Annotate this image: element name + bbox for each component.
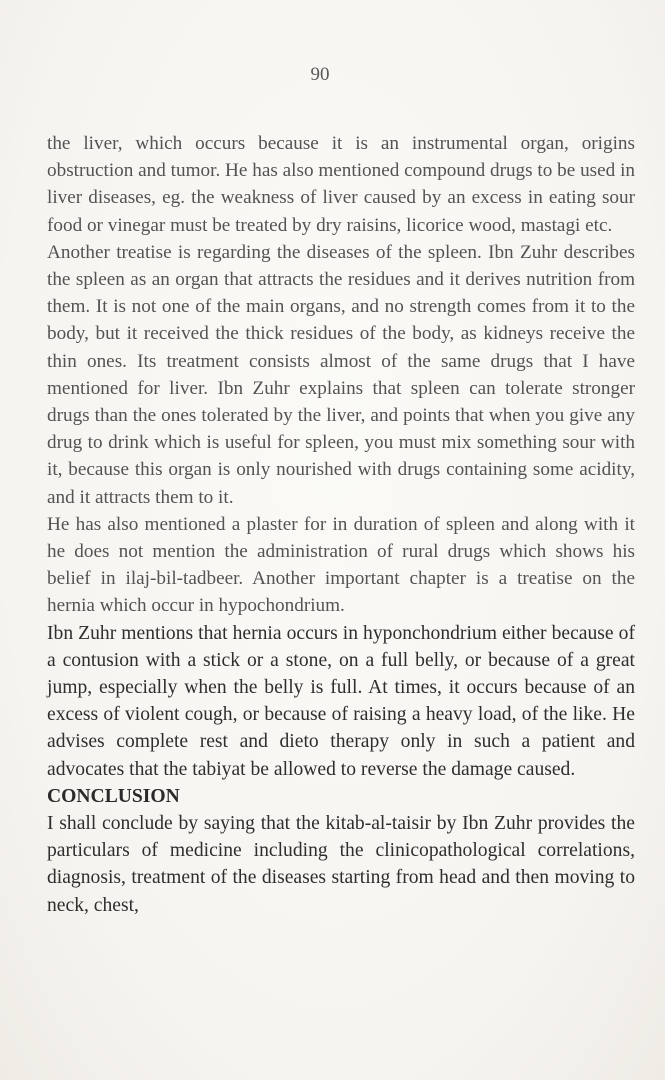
page-number: 90 — [310, 64, 330, 85]
paragraph-liver-treatise: the liver, which occurs because it is an instrumental organ, origins obstruction and tumor. He has also mentioned compound drugs to be used in liver diseases, eg. the weakness of liver caused by an excess in eating sour food or vinegar must be treated by dry raisins, licorice wood, mastagi etc. — [47, 133, 635, 236]
paragraph-spleen-treatise: Another treatise is regarding the diseases of the spleen. Ibn Zuhr describes the spleen as an organ that attracts the residues and it derives nutrition from them. It is not one of the main organs, and no strength comes from it to the body, but it received the thick residues of the body, as kidneys receive the thin ones. Its treatment consists almost of the same drugs that I have mentioned for liver. Ibn Zuhr explains that spleen can tolerate stronger drugs than the ones tolerated by the liver, and points that when you give any drug to drink which is useful for spleen, you must mix something sour with it, because this organ is only nourished with drugs containing some acidity, and it attracts them to it. — [47, 241, 635, 508]
paragraph-plaster-and-hernia: He has also mentioned a plaster for in duration of spleen and along with it he does not mention the administration of rural drugs which shows his belief in ilaj-bil-tadbeer. Another important chapter is a treatise on the hernia which occur in hypochondrium. — [47, 513, 635, 617]
body-text — [47, 130, 635, 919]
conclusion-heading: CONCLUSION — [47, 785, 180, 807]
conclusion-paragraph: I shall conclude by saying that the kitab-al-taisir by Ibn Zuhr provides the particulars of medicine including the clinicopathological correlations, diagnosis, treatment of the diseases starting from head and then moving to neck, chest, — [47, 813, 635, 916]
paragraph-hernia-causes: Ibn Zuhr mentions that hernia occurs in hyponchondrium either because of a contusion with a stick or a stone, on a full belly, or because of a great jump, especially when the belly is full. At times, it occurs because of an excess of violent cough, or because of raising a heavy load, of the like. He advises complete rest and dieto therapy only in such a patient and advocates that the tabiyat be allowed to reverse the damage caused. — [47, 622, 635, 780]
